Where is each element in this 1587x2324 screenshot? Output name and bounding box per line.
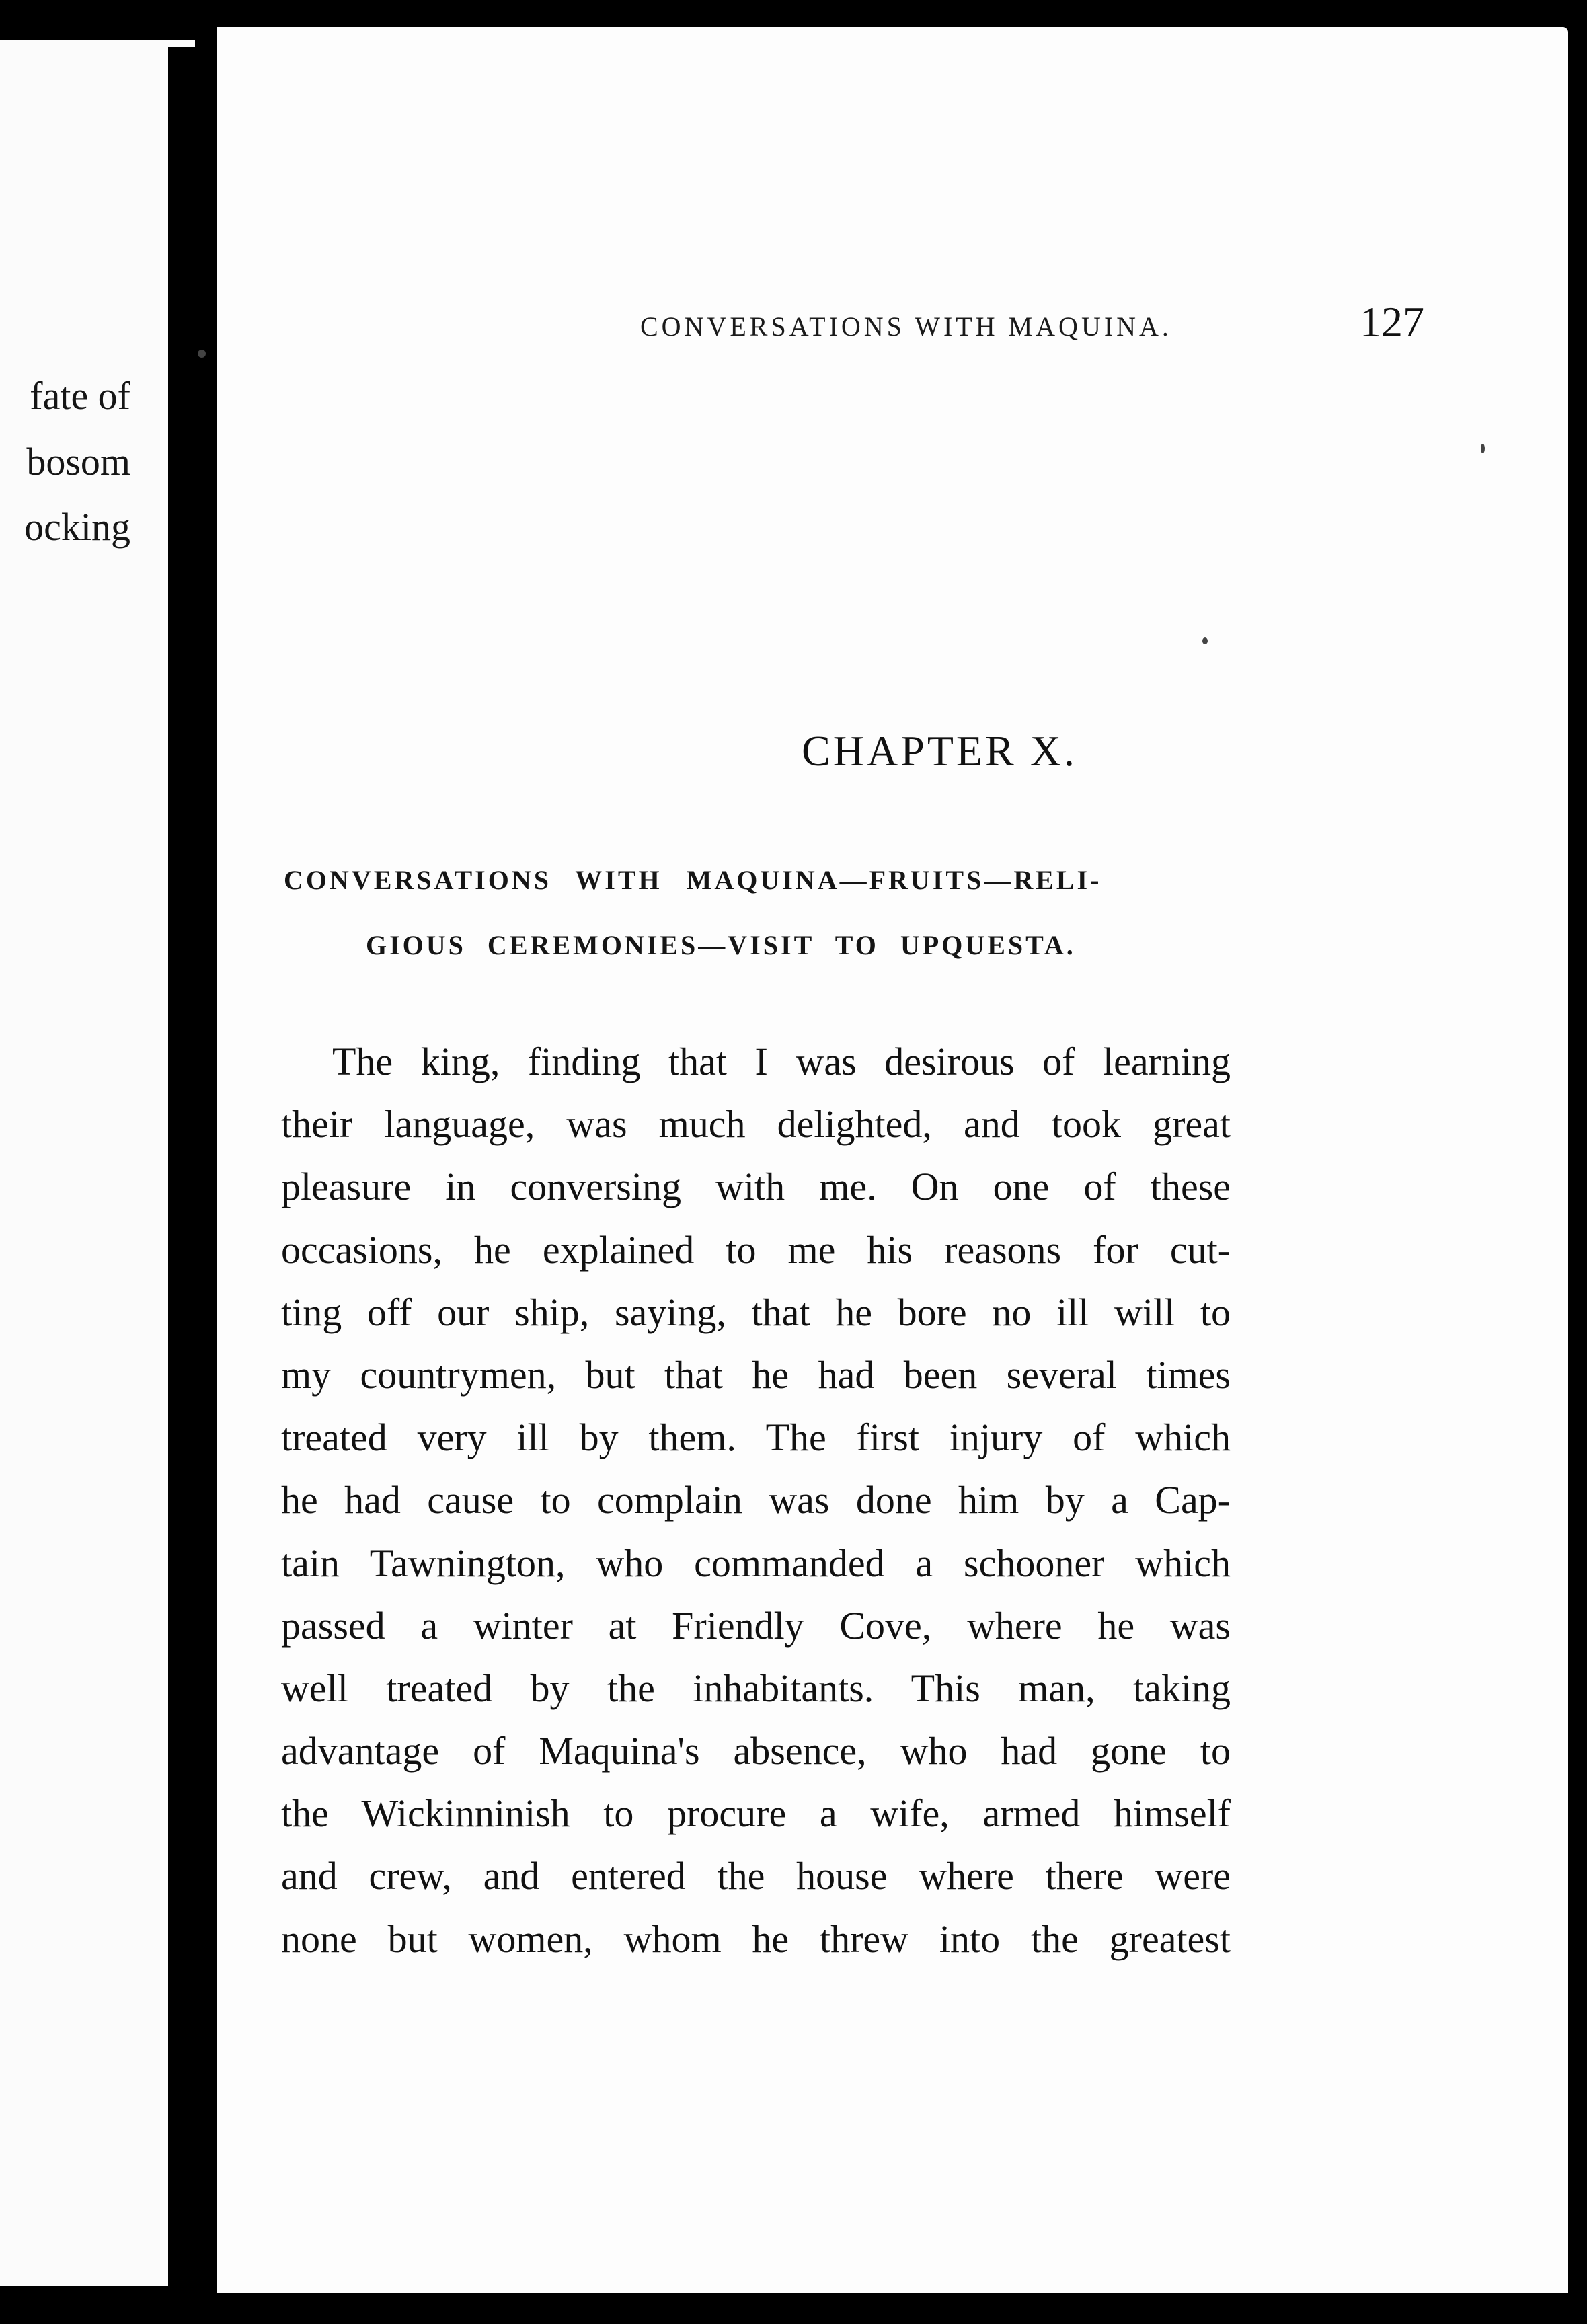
body-line: my countrymen, but that he had been several times	[281, 1352, 1231, 1397]
chapter-title: CHAPTER X.	[802, 727, 1077, 775]
body-line: occasions, he explained to me his reasons for cut-	[281, 1227, 1231, 1272]
left-page-line: fate of	[30, 374, 130, 418]
body-line: pleasure in conversing with me. On one of these	[281, 1165, 1231, 1209]
running-head: CONVERSATIONS WITH MAQUINA.	[640, 311, 1172, 342]
body-line: and crew, and entered the house where there were	[281, 1854, 1231, 1898]
scan-speck	[198, 350, 206, 358]
chapter-summary-line: GIOUS CEREMONIES—VISIT TO UPQUESTA.	[366, 930, 1076, 960]
body-line: advantage of Maquina's absence, who had gone to	[281, 1729, 1231, 1773]
body-line: passed a winter at Friendly Cove, where he was	[281, 1603, 1231, 1648]
left-page-line: bosom	[26, 440, 130, 483]
scan-speck	[1202, 637, 1208, 644]
body-line: he had cause to complain was done him by a Cap-	[281, 1478, 1231, 1522]
body-line: treated very ill by them. The first injury of which	[281, 1416, 1231, 1460]
page-number: 127	[1360, 298, 1424, 346]
left-page-line: ocking	[24, 505, 130, 549]
left-page-fragment	[0, 40, 195, 2286]
body-line: their language, was much delighted, and took great	[281, 1102, 1231, 1147]
body-text	[281, 1030, 1231, 1970]
body-line: tain Tawnington, who commanded a schooner which	[281, 1541, 1231, 1585]
body-line: well treated by the inhabitants. This man, taking	[281, 1666, 1231, 1710]
chapter-summary-line: CONVERSATIONS WITH MAQUINA—FRUITS—RELI-	[284, 865, 1102, 895]
book-gutter	[168, 47, 222, 2293]
right-page	[217, 27, 1568, 2293]
body-line: The king, finding that I was desirous of learning	[332, 1040, 1231, 1083]
scan-speck	[1481, 444, 1485, 453]
body-line: ting off our ship, saying, that he bore no ill will to	[281, 1290, 1231, 1334]
body-line: none but women, whom he threw into the greatest	[281, 1916, 1231, 1961]
body-line: the Wickinninish to procure a wife, armed himself	[281, 1791, 1231, 1836]
